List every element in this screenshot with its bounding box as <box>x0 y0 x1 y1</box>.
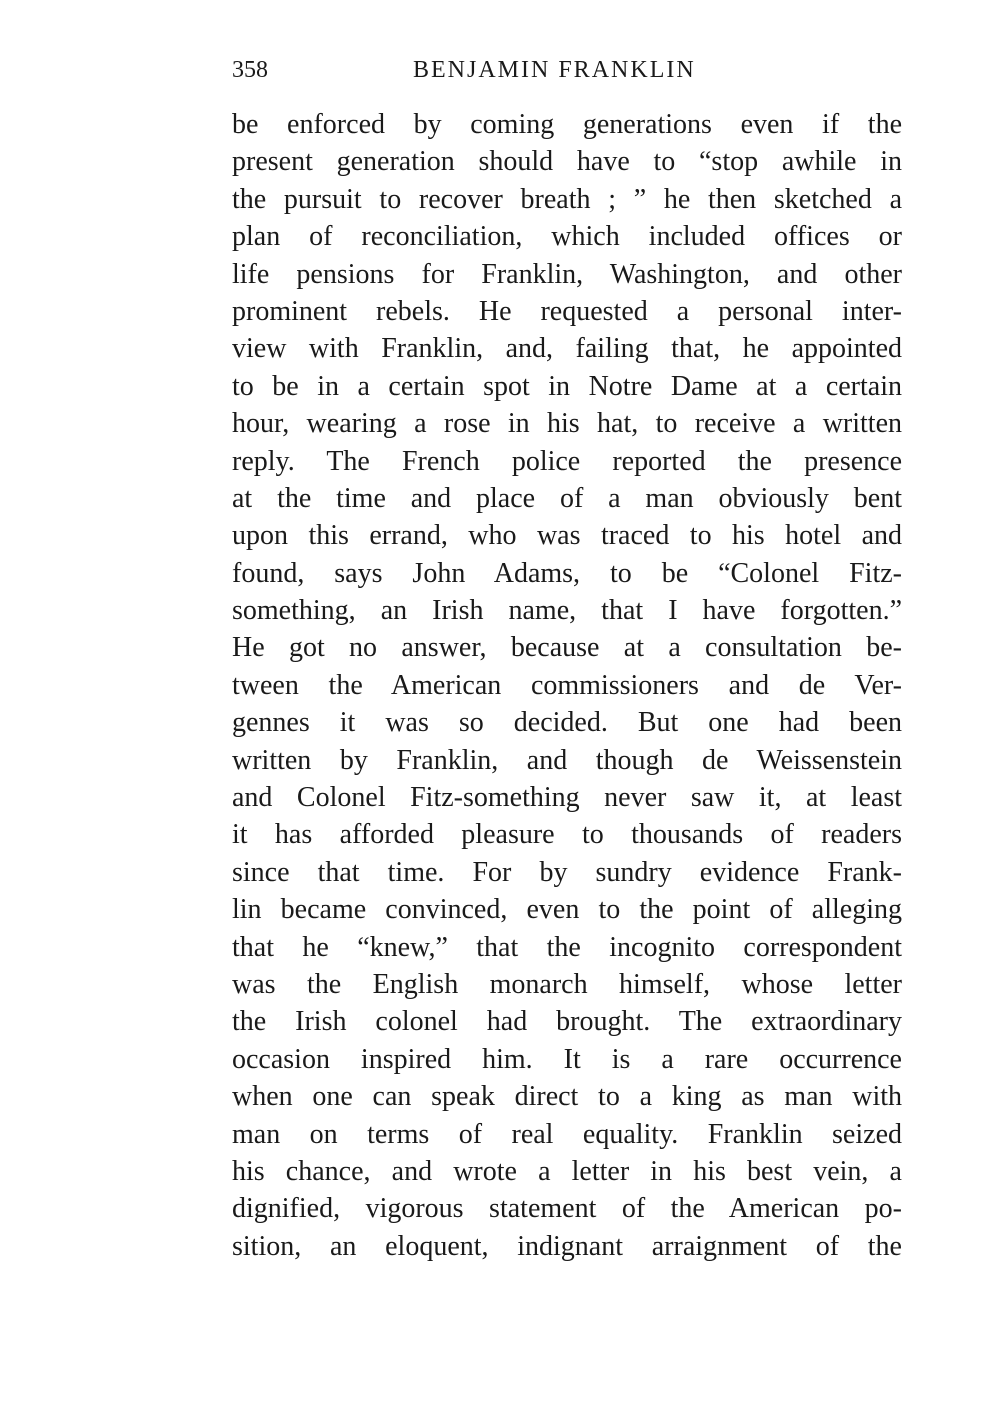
text-line: when one can speak direct to a king as man with <box>232 1081 902 1113</box>
text-line: was the English monarch himself, whose letter <box>232 968 902 1000</box>
text-line: prominent rebels. He requested a personal inter- <box>232 295 902 327</box>
text-line: present generation should have to “stop awhile in <box>232 146 902 178</box>
text-line: it has afforded pleasure to thousands of readers <box>232 819 902 851</box>
text-line: found, says John Adams, to be “Colonel Fitz- <box>232 557 902 589</box>
text-line: occasion inspired him. It is a rare occurrence <box>232 1043 902 1075</box>
page-header <box>232 52 904 88</box>
text-line: man on terms of real equality. Franklin seized <box>232 1118 902 1150</box>
text-line: tween the American commissioners and de Ver- <box>232 669 902 701</box>
text-line: reply. The French police reported the presence <box>232 445 902 477</box>
text-line: since that time. For by sundry evidence Frank- <box>232 856 902 888</box>
text-line: written by Franklin, and though de Weissenstein <box>232 744 902 776</box>
running-title: BENJAMIN FRANKLIN <box>413 57 696 83</box>
text-line: that he “knew,” that the incognito correspondent <box>232 931 902 963</box>
page-number: 358 <box>232 57 268 83</box>
text-line: lin became convinced, even to the point of alleging <box>232 894 902 926</box>
text-line: upon this errand, who was traced to his hotel and <box>232 520 902 552</box>
text-line: life pensions for Franklin, Washington, and other <box>232 258 902 290</box>
text-line: at the time and place of a man obviously bent <box>232 482 902 514</box>
text-line: view with Franklin, and, failing that, he appointed <box>232 333 902 365</box>
text-line: something, an Irish name, that I have forgotten.” <box>232 595 902 627</box>
body-text <box>232 106 902 1265</box>
text-line: be enforced by coming generations even if the <box>232 109 902 140</box>
text-line: sition, an eloquent, indignant arraignment of the <box>232 1230 902 1262</box>
text-line: and Colonel Fitz-something never saw it, at least <box>232 782 902 814</box>
text-line: hour, wearing a rose in his hat, to receive a written <box>232 408 902 440</box>
text-line: plan of reconciliation, which included offices or <box>232 221 902 253</box>
text-line: dignified, vigorous statement of the American po- <box>232 1193 902 1225</box>
text-line: his chance, and wrote a letter in his best vein, a <box>232 1155 902 1187</box>
text-line: to be in a certain spot in Notre Dame at a certain <box>232 370 902 402</box>
text-line: the pursuit to recover breath ; ” he then sketched a <box>232 183 902 215</box>
text-line: the Irish colonel had brought. The extraordinary <box>232 1006 902 1038</box>
text-line: gennes it was so decided. But one had been <box>232 707 902 739</box>
text-line: He got no answer, because at a consultation be- <box>232 632 902 664</box>
